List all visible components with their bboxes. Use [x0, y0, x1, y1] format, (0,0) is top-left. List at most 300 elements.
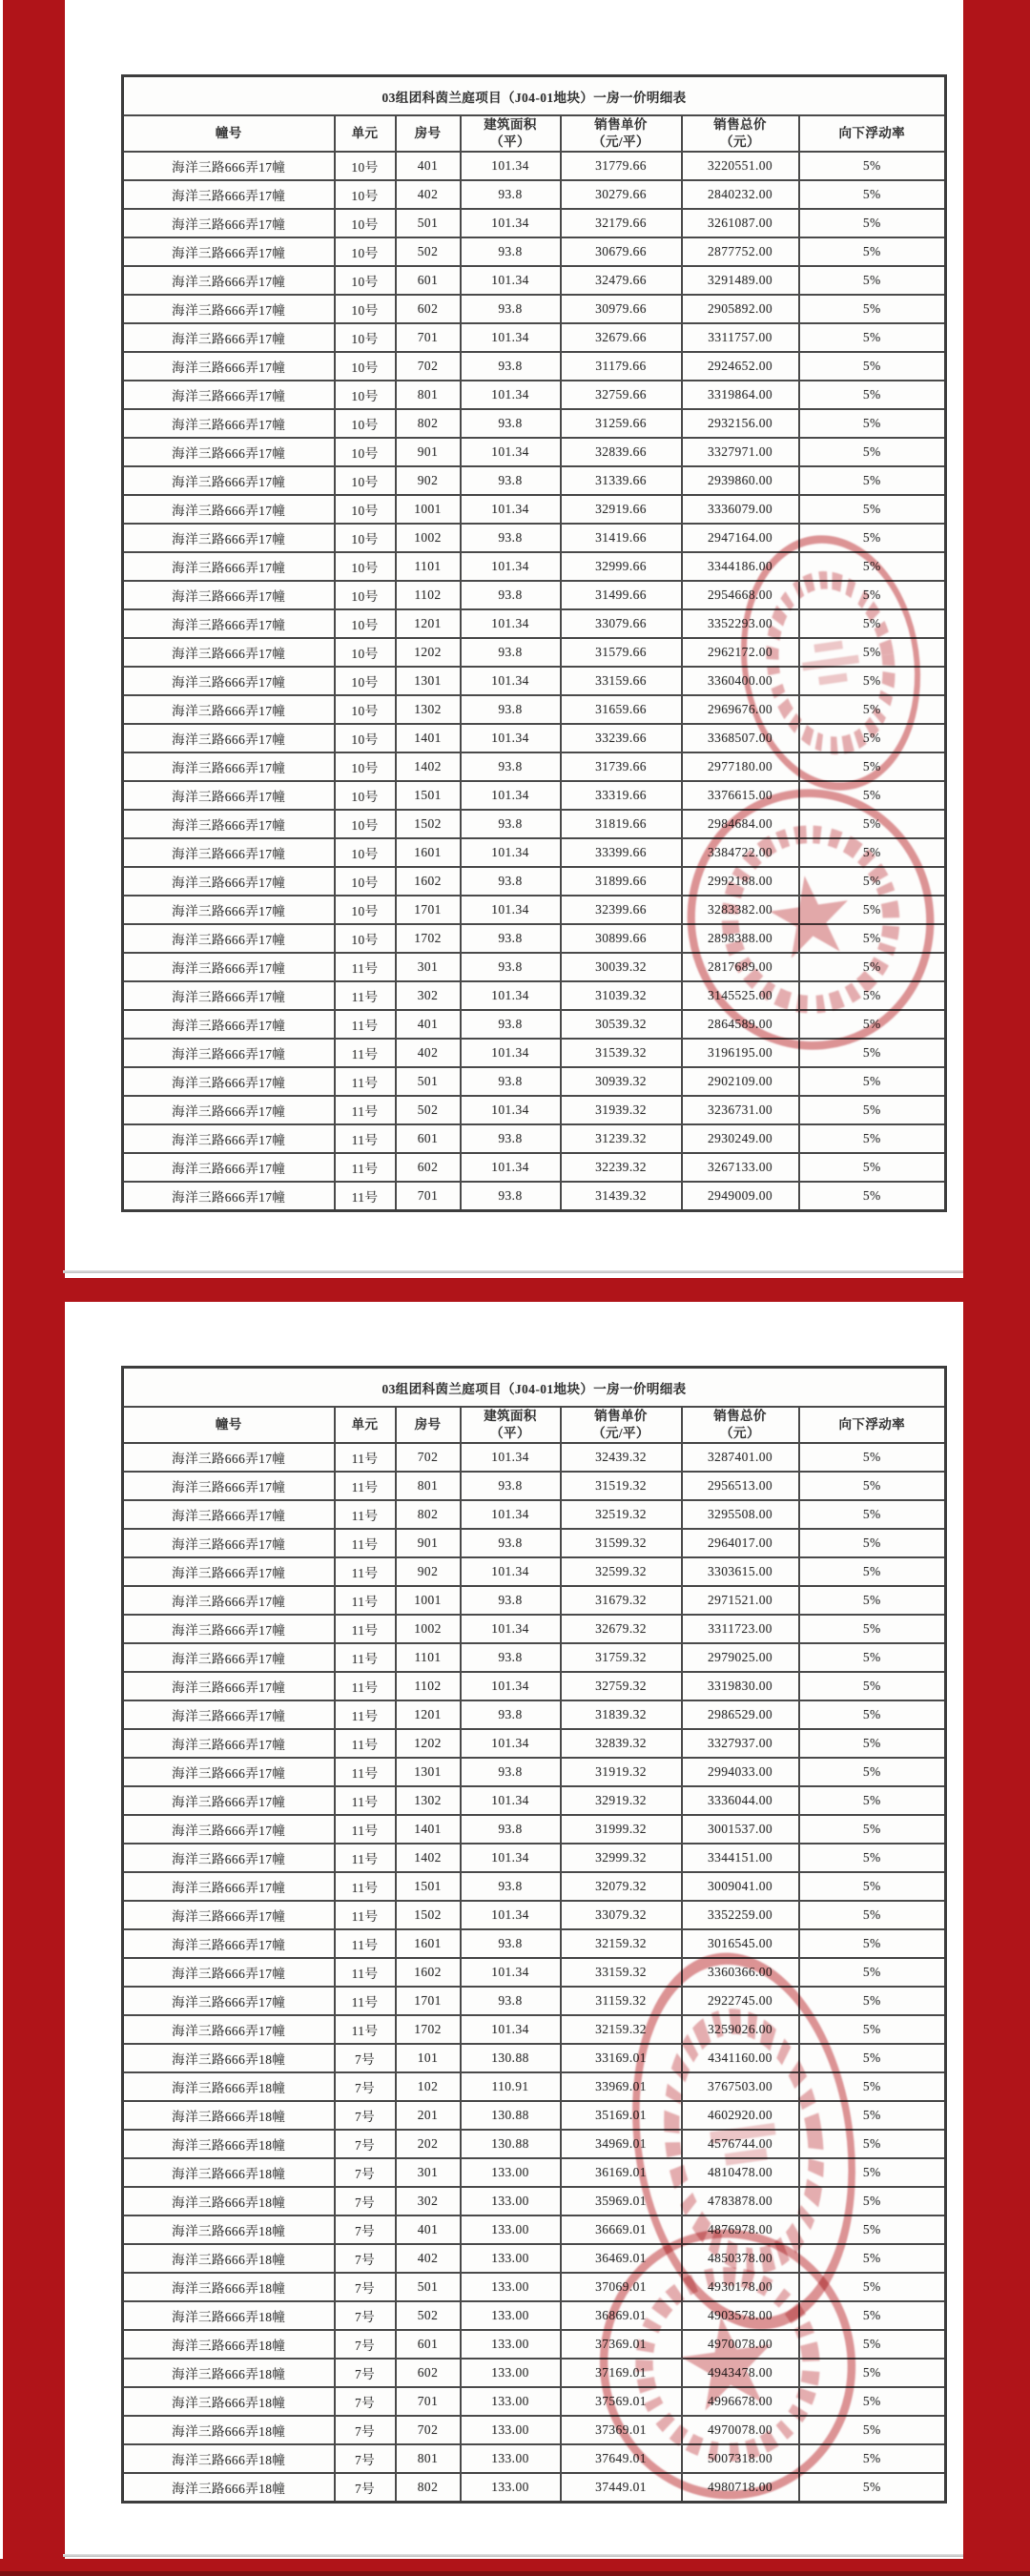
table-row — [123, 495, 946, 524]
table-cell: 30899.66 — [561, 924, 682, 953]
table-cell: 5% — [799, 1643, 946, 1672]
table-cell: 10号 — [335, 581, 396, 609]
table-cell: 7号 — [335, 2101, 396, 2130]
table-cell: 海洋三路666弄17幢 — [123, 323, 335, 352]
table-cell: 海洋三路666弄17幢 — [123, 409, 335, 438]
table-cell: 2924652.00 — [682, 352, 799, 381]
table-cell: 海洋三路666弄18幢 — [123, 2130, 335, 2158]
table-cell: 海洋三路666弄17幢 — [123, 1039, 335, 1067]
table-cell: 33319.66 — [561, 781, 682, 810]
table-cell: 101.34 — [461, 1557, 561, 1586]
table-cell: 3016545.00 — [682, 1929, 799, 1958]
table-cell: 1002 — [396, 1615, 461, 1643]
table-cell: 4850378.00 — [682, 2244, 799, 2273]
table-cell: 10号 — [335, 438, 396, 466]
table-cell: 31159.32 — [561, 1987, 682, 2015]
table-cell: 海洋三路666弄17幢 — [123, 752, 335, 781]
table-cell: 1201 — [396, 609, 461, 638]
table-cell: 3287401.00 — [682, 1443, 799, 1472]
table-cell: 海洋三路666弄17幢 — [123, 209, 335, 237]
table-cell: 5% — [799, 2044, 946, 2072]
table-cell: 32759.32 — [561, 1672, 682, 1700]
table-row — [123, 1758, 946, 1786]
table-cell: 133.00 — [461, 2359, 561, 2387]
table-cell: 海洋三路666弄17幢 — [123, 867, 335, 896]
table-cell: 3352259.00 — [682, 1901, 799, 1929]
table-cell: 海洋三路666弄17幢 — [123, 609, 335, 638]
table-row — [123, 295, 946, 323]
table-cell: 5% — [799, 609, 946, 638]
table-cell: 海洋三路666弄17幢 — [123, 1067, 335, 1096]
table-cell: 702 — [396, 352, 461, 381]
table-cell: 101.34 — [461, 1096, 561, 1124]
table-cell: 31579.66 — [561, 638, 682, 667]
table-cell: 5% — [799, 1039, 946, 1067]
table-cell: 3327971.00 — [682, 438, 799, 466]
table-cell: 海洋三路666弄18幢 — [123, 2416, 335, 2444]
table-cell: 5% — [799, 667, 946, 695]
table-cell: 32239.32 — [561, 1153, 682, 1182]
table-cell: 93.8 — [461, 1758, 561, 1786]
table-cell: 海洋三路666弄17幢 — [123, 438, 335, 466]
table-cell: 11号 — [335, 1672, 396, 1700]
table-cell: 7号 — [335, 2187, 396, 2215]
table-cell: 701 — [396, 2387, 461, 2416]
table-cell: 5% — [799, 2215, 946, 2244]
table-cell: 海洋三路666弄18幢 — [123, 2301, 335, 2330]
table-cell: 1101 — [396, 1643, 461, 1672]
table-cell: 101.34 — [461, 323, 561, 352]
table-cell: 2962172.00 — [682, 638, 799, 667]
table-row — [123, 1700, 946, 1729]
table-cell: 32439.32 — [561, 1443, 682, 1472]
table-cell: 5% — [799, 752, 946, 781]
table-row — [123, 2130, 946, 2158]
table-cell: 4930178.00 — [682, 2273, 799, 2301]
table-cell: 33159.66 — [561, 667, 682, 695]
table-cell: 海洋三路666弄18幢 — [123, 2072, 335, 2101]
table-cell: 7号 — [335, 2473, 396, 2503]
column-header: 建筑面积 （平） — [461, 1407, 561, 1443]
table-cell: 10号 — [335, 838, 396, 867]
table-row — [123, 810, 946, 838]
table-cell: 30039.32 — [561, 953, 682, 981]
table-cell: 5% — [799, 266, 946, 295]
table-cell: 5% — [799, 409, 946, 438]
panel-shadow — [63, 1270, 963, 1273]
table-cell: 海洋三路666弄17幢 — [123, 1586, 335, 1615]
table-row — [123, 1124, 946, 1153]
column-header: 向下浮动率 — [799, 115, 946, 152]
table-cell: 33159.32 — [561, 1958, 682, 1987]
table-title: 03组团科茵兰庭项目（J04-01地块）一房一价明细表 — [123, 76, 946, 116]
table-row — [123, 1672, 946, 1700]
table-cell: 海洋三路666弄17幢 — [123, 724, 335, 752]
table-cell: 3319864.00 — [682, 381, 799, 409]
table-cell: 5% — [799, 1815, 946, 1844]
table-cell: 海洋三路666弄17幢 — [123, 2015, 335, 2044]
table-cell: 32159.32 — [561, 1929, 682, 1958]
table-cell: 5% — [799, 466, 946, 495]
table-cell: 702 — [396, 2416, 461, 2444]
table-row — [123, 953, 946, 981]
table-row — [123, 1729, 946, 1758]
table-cell: 5% — [799, 2473, 946, 2503]
table-cell: 1601 — [396, 1929, 461, 1958]
table-cell: 3196195.00 — [682, 1039, 799, 1067]
table-cell: 海洋三路666弄18幢 — [123, 2359, 335, 2387]
table-row — [123, 1182, 946, 1211]
table-cell: 36869.01 — [561, 2301, 682, 2330]
table-title-row — [123, 76, 946, 116]
table-cell: 11号 — [335, 1958, 396, 1987]
table-cell: 5% — [799, 1067, 946, 1096]
table-cell: 10号 — [335, 896, 396, 924]
table-cell: 5% — [799, 1586, 946, 1615]
table-cell: 5% — [799, 1729, 946, 1758]
table-cell: 3360400.00 — [682, 667, 799, 695]
table-cell: 10号 — [335, 638, 396, 667]
table-cell: 32679.32 — [561, 1615, 682, 1643]
table-cell: 31499.66 — [561, 581, 682, 609]
table-row — [123, 1472, 946, 1500]
table-cell: 31339.66 — [561, 466, 682, 495]
table-row — [123, 466, 946, 495]
table-cell: 93.8 — [461, 1182, 561, 1211]
table-cell: 5% — [799, 1472, 946, 1500]
table-cell: 101.34 — [461, 838, 561, 867]
table-cell: 7号 — [335, 2130, 396, 2158]
table-cell: 36169.01 — [561, 2158, 682, 2187]
table-row — [123, 896, 946, 924]
table-cell: 10号 — [335, 209, 396, 237]
table-row — [123, 1987, 946, 2015]
table-cell: 海洋三路666弄17幢 — [123, 1729, 335, 1758]
table-cell: 93.8 — [461, 237, 561, 266]
table-cell: 1202 — [396, 638, 461, 667]
table-cell: 5% — [799, 695, 946, 724]
table-cell: 11号 — [335, 1929, 396, 1958]
table-cell: 10号 — [335, 724, 396, 752]
column-header: 单元 — [335, 115, 396, 152]
table-cell: 5% — [799, 1124, 946, 1153]
table-cell: 2956513.00 — [682, 1472, 799, 1500]
table-cell: 31599.32 — [561, 1529, 682, 1557]
table-cell: 602 — [396, 295, 461, 323]
table-row — [123, 438, 946, 466]
table-cell: 31179.66 — [561, 352, 682, 381]
table-cell: 7号 — [335, 2387, 396, 2416]
table-cell: 10号 — [335, 237, 396, 266]
table-body — [123, 1443, 946, 2503]
table-cell: 901 — [396, 438, 461, 466]
table-cell: 11号 — [335, 1586, 396, 1615]
table-cell: 2930249.00 — [682, 1124, 799, 1153]
table-cell: 2902109.00 — [682, 1067, 799, 1096]
table-cell: 10号 — [335, 695, 396, 724]
table-cell: 93.8 — [461, 752, 561, 781]
table-cell: 4970078.00 — [682, 2330, 799, 2359]
table-cell: 32759.66 — [561, 381, 682, 409]
table-cell: 3283382.00 — [682, 896, 799, 924]
table-cell: 海洋三路666弄18幢 — [123, 2244, 335, 2273]
table-cell: 10号 — [335, 867, 396, 896]
table-cell: 1301 — [396, 667, 461, 695]
table-cell: 海洋三路666弄17幢 — [123, 953, 335, 981]
table-cell: 31899.66 — [561, 867, 682, 896]
table-cell: 11号 — [335, 2015, 396, 2044]
table-cell: 海洋三路666弄17幢 — [123, 495, 335, 524]
table-cell: 130.88 — [461, 2044, 561, 2072]
table-row — [123, 2158, 946, 2187]
table-cell: 2898388.00 — [682, 924, 799, 953]
table-cell: 11号 — [335, 1615, 396, 1643]
table-cell: 11号 — [335, 1786, 396, 1815]
table-cell: 海洋三路666弄17幢 — [123, 695, 335, 724]
table-cell: 93.8 — [461, 1929, 561, 1958]
table-cell: 32519.32 — [561, 1500, 682, 1529]
table-row — [123, 209, 946, 237]
table-cell: 101.34 — [461, 981, 561, 1010]
table-cell: 5% — [799, 2301, 946, 2330]
table-cell: 32159.32 — [561, 2015, 682, 2044]
table-cell: 701 — [396, 323, 461, 352]
table-cell: 海洋三路666弄17幢 — [123, 1529, 335, 1557]
column-header: 销售单价 （元/平） — [561, 115, 682, 152]
table-cell: 5% — [799, 352, 946, 381]
table-cell: 海洋三路666弄17幢 — [123, 581, 335, 609]
table-cell: 302 — [396, 981, 461, 1010]
table-cell: 30679.66 — [561, 237, 682, 266]
table-cell: 海洋三路666弄17幢 — [123, 838, 335, 867]
table-cell: 5% — [799, 2015, 946, 2044]
table-row — [123, 1443, 946, 1472]
table-cell: 101.34 — [461, 609, 561, 638]
table-header-row — [123, 115, 946, 152]
table-cell: 93.8 — [461, 810, 561, 838]
table-cell: 133.00 — [461, 2444, 561, 2473]
table-cell: 11号 — [335, 1700, 396, 1729]
table-cell: 3344186.00 — [682, 552, 799, 581]
table-cell: 11号 — [335, 1758, 396, 1786]
table-cell: 93.8 — [461, 1529, 561, 1557]
table-cell: 5% — [799, 1758, 946, 1786]
table-cell: 7号 — [335, 2301, 396, 2330]
table-cell: 2939860.00 — [682, 466, 799, 495]
table-cell: 海洋三路666弄17幢 — [123, 1443, 335, 1472]
table-cell: 5% — [799, 2158, 946, 2187]
table-cell: 10号 — [335, 466, 396, 495]
table-cell: 31239.32 — [561, 1124, 682, 1153]
table-cell: 5% — [799, 1153, 946, 1182]
table-cell: 1702 — [396, 924, 461, 953]
table-cell: 401 — [396, 2215, 461, 2244]
table-cell: 2905892.00 — [682, 295, 799, 323]
table-cell: 海洋三路666弄17幢 — [123, 1472, 335, 1500]
table-cell: 32919.32 — [561, 1786, 682, 1815]
table-cell: 5% — [799, 2101, 946, 2130]
table-cell: 93.8 — [461, 409, 561, 438]
table-cell: 5% — [799, 1096, 946, 1124]
table-row — [123, 524, 946, 552]
table-cell: 37369.01 — [561, 2330, 682, 2359]
table-cell: 3303615.00 — [682, 1557, 799, 1586]
table-cell: 101.34 — [461, 2015, 561, 2044]
table-row — [123, 2387, 946, 2416]
table-cell: 101.34 — [461, 1615, 561, 1643]
table-cell: 海洋三路666弄17幢 — [123, 1786, 335, 1815]
table-row — [123, 838, 946, 867]
table-cell: 1301 — [396, 1758, 461, 1786]
table-cell: 133.00 — [461, 2273, 561, 2301]
table-cell: 101.34 — [461, 724, 561, 752]
table-row — [123, 1500, 946, 1529]
table-cell: 32839.32 — [561, 1729, 682, 1758]
table-cell: 5% — [799, 1929, 946, 1958]
table-cell: 海洋三路666弄18幢 — [123, 2101, 335, 2130]
table-row — [123, 2187, 946, 2215]
table-cell: 31779.66 — [561, 152, 682, 180]
table-cell: 5% — [799, 1844, 946, 1872]
table-cell: 33969.01 — [561, 2072, 682, 2101]
table-title-row — [123, 1368, 946, 1408]
table-cell: 1102 — [396, 1672, 461, 1700]
table-cell: 602 — [396, 2359, 461, 2387]
table-cell: 2984684.00 — [682, 810, 799, 838]
table-cell: 1402 — [396, 1844, 461, 1872]
table-cell: 海洋三路666弄17幢 — [123, 1643, 335, 1672]
table-cell: 11号 — [335, 981, 396, 1010]
table-row — [123, 1615, 946, 1643]
table-row — [123, 2416, 946, 2444]
table-cell: 1701 — [396, 896, 461, 924]
table-cell: 30539.32 — [561, 1010, 682, 1039]
table-cell: 4903578.00 — [682, 2301, 799, 2330]
table-cell: 10号 — [335, 352, 396, 381]
table-cell: 1701 — [396, 1987, 461, 2015]
column-header: 房号 — [396, 1407, 461, 1443]
table-cell: 11号 — [335, 1124, 396, 1153]
column-header: 销售单价 （元/平） — [561, 1407, 682, 1443]
table-cell: 3368507.00 — [682, 724, 799, 752]
table-row — [123, 409, 946, 438]
table-cell: 1001 — [396, 1586, 461, 1615]
table-cell: 海洋三路666弄17幢 — [123, 552, 335, 581]
table-cell: 33079.66 — [561, 609, 682, 638]
table-cell: 31439.32 — [561, 1182, 682, 1211]
table-cell: 海洋三路666弄17幢 — [123, 1987, 335, 2015]
table-cell: 2877752.00 — [682, 237, 799, 266]
table-cell: 海洋三路666弄17幢 — [123, 1844, 335, 1872]
table-cell: 3360366.00 — [682, 1958, 799, 1987]
table-cell: 5% — [799, 1901, 946, 1929]
table-cell: 3311723.00 — [682, 1615, 799, 1643]
table-cell: 101.34 — [461, 1153, 561, 1182]
table-cell: 11号 — [335, 1010, 396, 1039]
table-cell: 33399.66 — [561, 838, 682, 867]
table-row — [123, 323, 946, 352]
table-cell: 11号 — [335, 1472, 396, 1500]
table-cell: 402 — [396, 1039, 461, 1067]
table-cell: 93.8 — [461, 295, 561, 323]
table-cell: 5% — [799, 180, 946, 209]
table-cell: 101.34 — [461, 1901, 561, 1929]
table-cell: 133.00 — [461, 2387, 561, 2416]
table-cell: 1202 — [396, 1729, 461, 1758]
table-cell: 7号 — [335, 2044, 396, 2072]
table-cell: 502 — [396, 1096, 461, 1124]
table-cell: 海洋三路666弄17幢 — [123, 1700, 335, 1729]
table-cell: 7号 — [335, 2444, 396, 2473]
table-cell: 3336079.00 — [682, 495, 799, 524]
table-cell: 11号 — [335, 1039, 396, 1067]
table-cell: 11号 — [335, 1067, 396, 1096]
table-row — [123, 981, 946, 1010]
table-cell: 2949009.00 — [682, 1182, 799, 1211]
table-cell: 7号 — [335, 2330, 396, 2359]
table-cell: 2992188.00 — [682, 867, 799, 896]
table-cell: 11号 — [335, 1901, 396, 1929]
table-cell: 3344151.00 — [682, 1844, 799, 1872]
table-cell: 5% — [799, 1987, 946, 2015]
table-row — [123, 1067, 946, 1096]
table-cell: 海洋三路666弄17幢 — [123, 466, 335, 495]
table-row — [123, 1901, 946, 1929]
table-cell: 1302 — [396, 695, 461, 724]
table-cell: 130.88 — [461, 2130, 561, 2158]
table-cell: 3001537.00 — [682, 1815, 799, 1844]
table-cell: 7号 — [335, 2244, 396, 2273]
table-row — [123, 237, 946, 266]
table-cell: 10号 — [335, 152, 396, 180]
table-cell: 1602 — [396, 1958, 461, 1987]
table-cell: 31939.32 — [561, 1096, 682, 1124]
table-cell: 海洋三路666弄17幢 — [123, 1758, 335, 1786]
table-cell: 101.34 — [461, 1500, 561, 1529]
table-cell: 133.00 — [461, 2473, 561, 2503]
table-row — [123, 752, 946, 781]
table-cell: 102 — [396, 2072, 461, 2101]
table-cell: 101.34 — [461, 495, 561, 524]
table-row — [123, 2015, 946, 2044]
table-cell: 93.8 — [461, 1987, 561, 2015]
table-cell: 31819.66 — [561, 810, 682, 838]
table-cell: 2954668.00 — [682, 581, 799, 609]
table-cell: 10号 — [335, 381, 396, 409]
table-cell: 93.8 — [461, 1700, 561, 1729]
table-cell: 130.88 — [461, 2101, 561, 2130]
table-row — [123, 1958, 946, 1987]
table-cell: 2969676.00 — [682, 695, 799, 724]
table-cell: 3327937.00 — [682, 1729, 799, 1758]
table-cell: 3145525.00 — [682, 981, 799, 1010]
table-cell: 4970078.00 — [682, 2416, 799, 2444]
table-row — [123, 2301, 946, 2330]
table-row — [123, 266, 946, 295]
table-cell: 801 — [396, 1472, 461, 1500]
table-cell: 1302 — [396, 1786, 461, 1815]
table-cell: 4576744.00 — [682, 2130, 799, 2158]
table-cell: 海洋三路666弄17幢 — [123, 295, 335, 323]
table-cell: 10号 — [335, 667, 396, 695]
table-cell: 海洋三路666弄17幢 — [123, 1901, 335, 1929]
table-cell: 5% — [799, 1443, 946, 1472]
table-cell: 5% — [799, 1958, 946, 1987]
table-cell: 702 — [396, 1443, 461, 1472]
table-row — [123, 1815, 946, 1844]
table-cell: 3259026.00 — [682, 2015, 799, 2044]
table-cell: 5% — [799, 2359, 946, 2387]
